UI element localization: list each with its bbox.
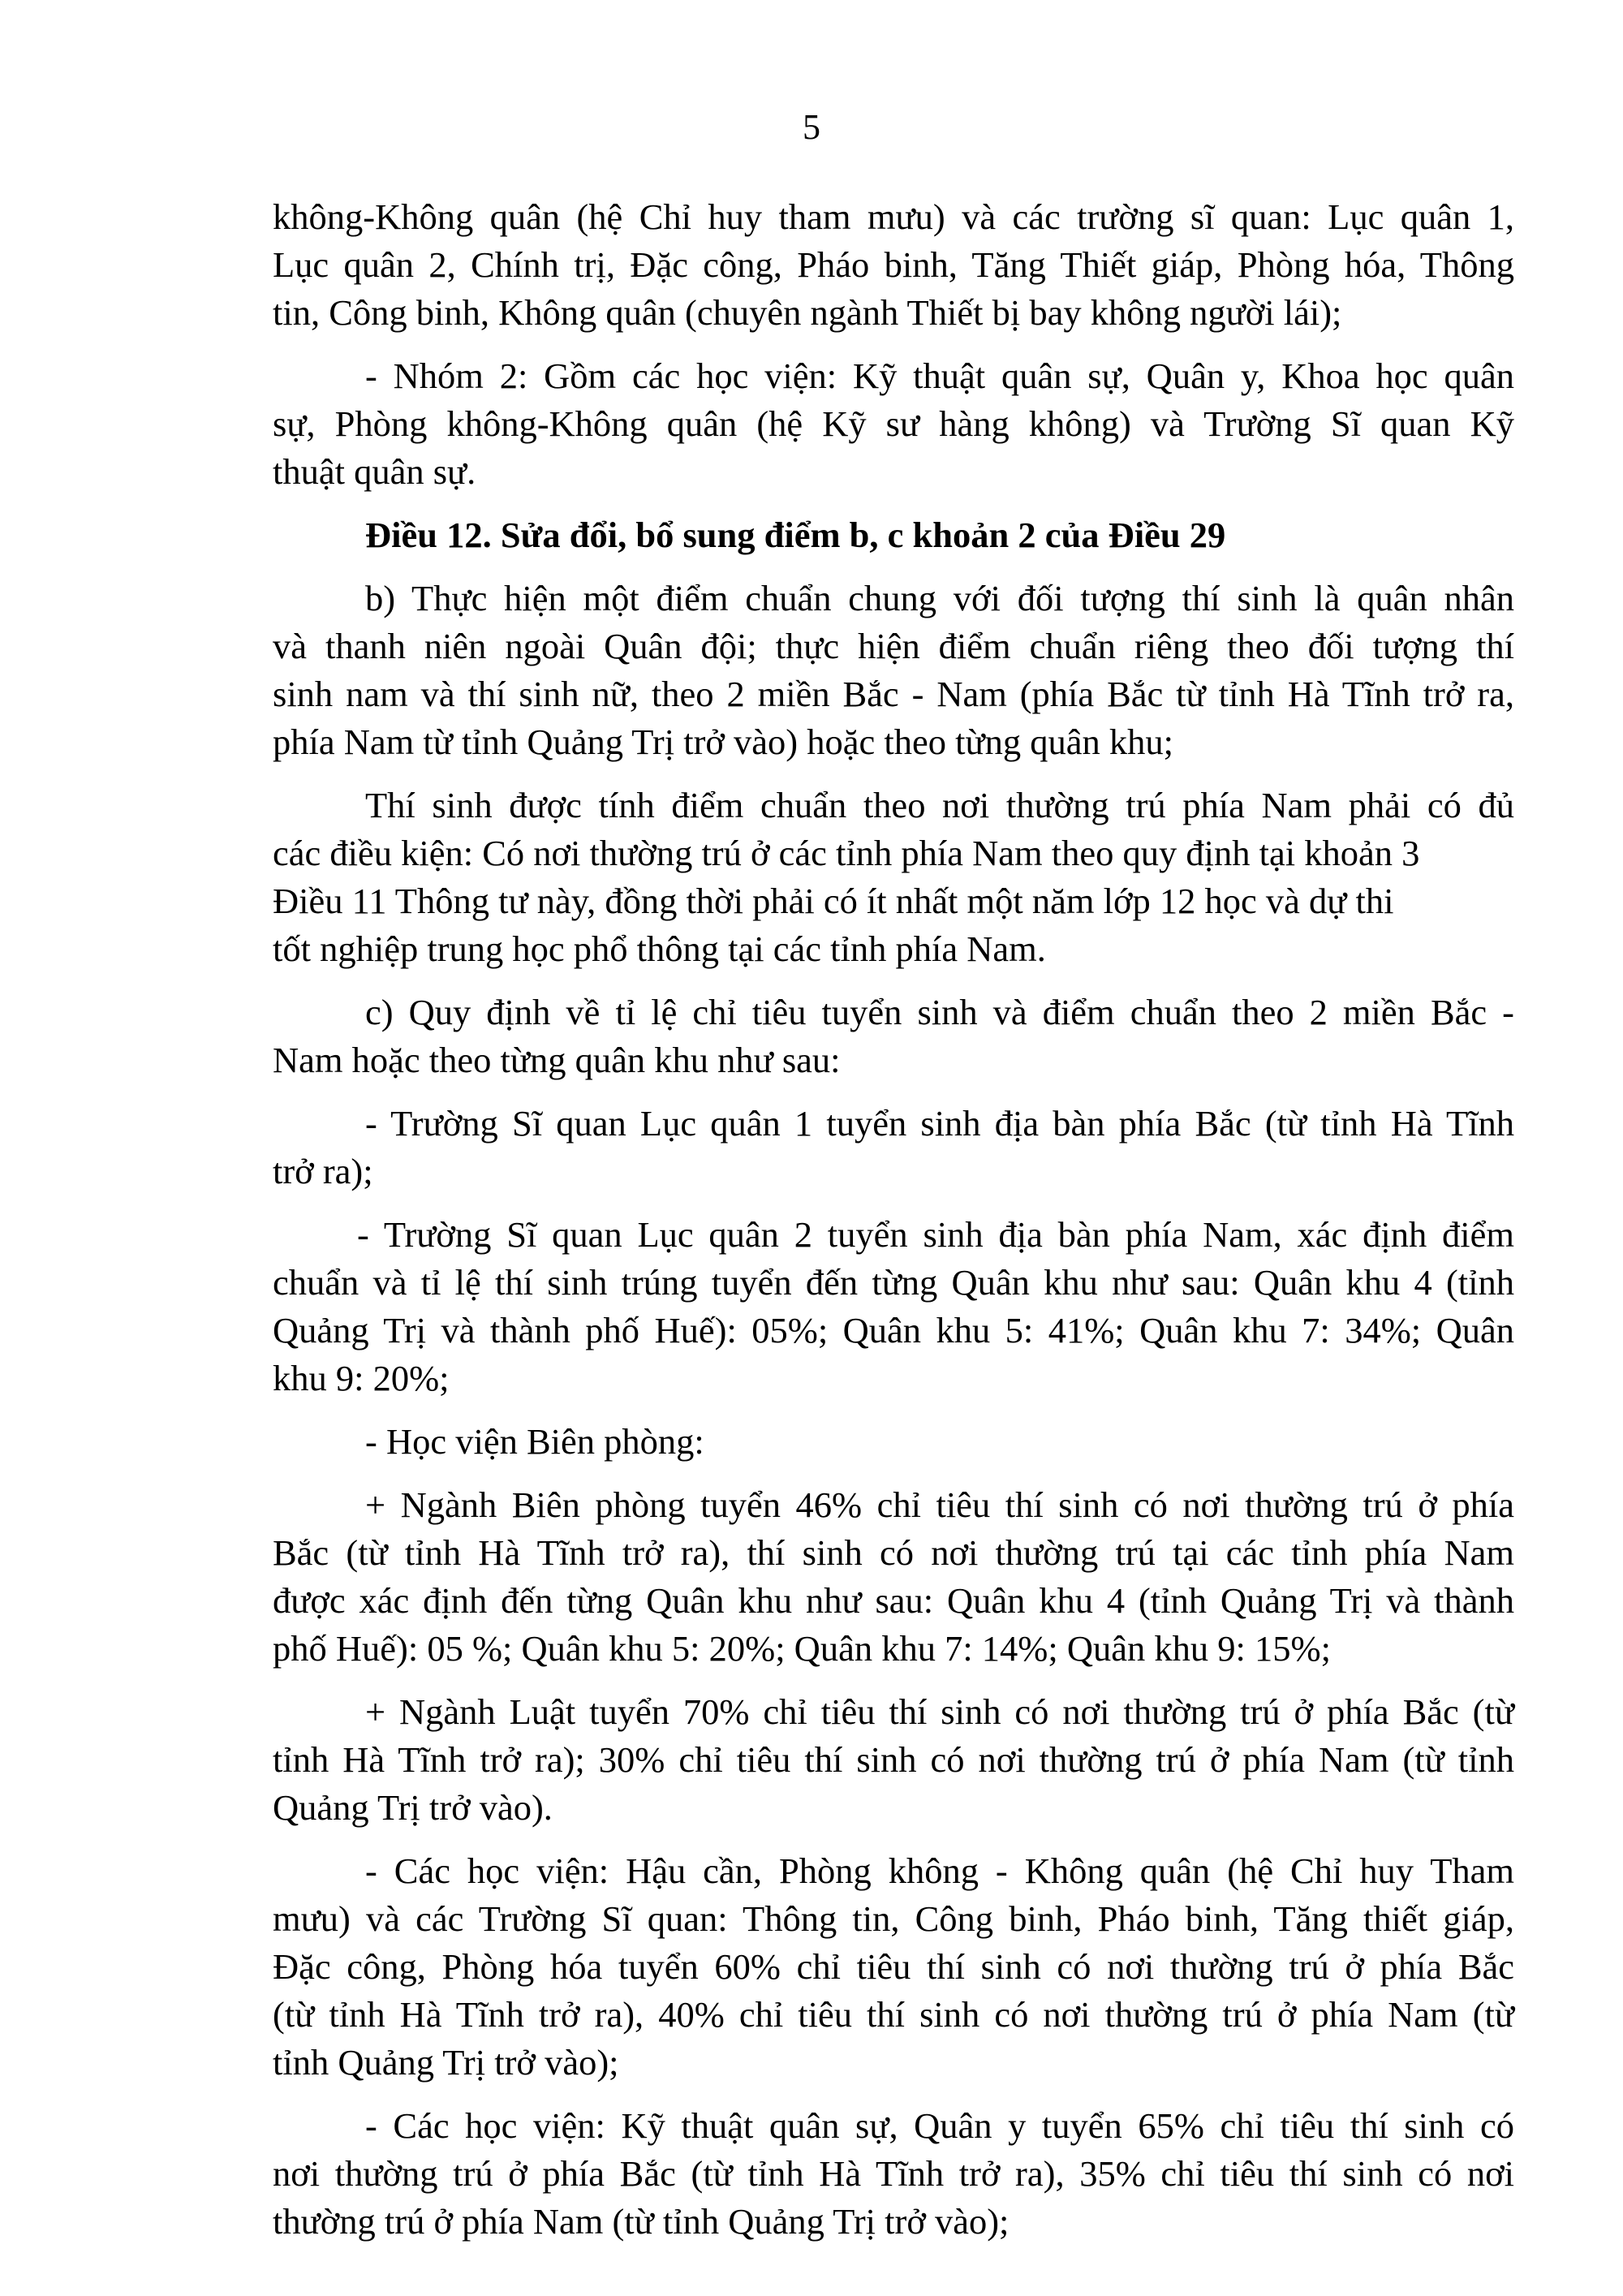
text-line: được xác định đến từng Quân khu như sau: Quân khu 4 (tỉnh Quảng Trị và thành (273, 1580, 1514, 1621)
text-line: tốt nghiệp trung học phổ thông tại các tỉnh phía Nam. (273, 928, 1046, 969)
text-line: tỉnh Hà Tĩnh trở ra); 30% chỉ tiêu thí sinh có nơi thường trú ở phía Nam (từ tỉnh (273, 1739, 1514, 1780)
text-line: Điều 11 Thông tư này, đồng thời phải có ít nhất một năm lớp 12 học và dự thi (273, 881, 1394, 921)
text-line: tin, Công binh, Không quân (chuyên ngành Thiết bị bay không người lái); (273, 292, 1342, 333)
text-line: tỉnh Quảng Trị trở vào); (273, 2042, 619, 2083)
text-line: Đặc công, Phòng hóa tuyển 60% chỉ tiêu thí sinh có nơi thường trú ở phía Bắc (273, 1946, 1514, 1987)
text-line: Quảng Trị và thành phố Huế): 05%; Quân khu 5: 41%; Quân khu 7: 34%; Quân (273, 1310, 1514, 1350)
text-line: Quảng Trị trở vào). (273, 1787, 553, 1828)
text-line: b) Thực hiện một điểm chuẩn chung với đối tượng thí sinh là quân nhân (365, 578, 1514, 618)
text-line: chuẩn và tỉ lệ thí sinh trúng tuyển đến từng Quân khu như sau: Quân khu 4 (tỉnh (273, 1262, 1514, 1303)
text-line: Nam hoặc theo từng quân khu như sau: (273, 1040, 841, 1080)
text-line: phố Huế): 05 %; Quân khu 5: 20%; Quân khu 7: 14%; Quân khu 9: 15%; (273, 1628, 1331, 1669)
text-line: thuật quân sự. (273, 451, 476, 492)
text-line: - Các học viện: Hậu cần, Phòng không - Không quân (hệ Chỉ huy Tham (365, 1850, 1514, 1891)
text-line: sự, Phòng không-Không quân (hệ Kỹ sư hàng không) và Trường Sĩ quan Kỹ (273, 403, 1514, 444)
text-line: - Học viện Biên phòng: (365, 1421, 704, 1462)
text-line: mưu) và các Trường Sĩ quan: Thông tin, Công binh, Pháo binh, Tăng thiết giáp, (273, 1898, 1514, 1939)
text-line: khu 9: 20%; (273, 1358, 450, 1398)
text-line: (từ tỉnh Hà Tĩnh trở ra), 40% chỉ tiêu thí sinh có nơi thường trú ở phía Nam (từ (273, 1994, 1514, 2035)
text-line: - Nhóm 2: Gồm các học viện: Kỹ thuật quân sự, Quân y, Khoa học quân (365, 355, 1514, 396)
text-line: + Ngành Luật tuyển 70% chỉ tiêu thí sinh có nơi thường trú ở phía Bắc (từ (365, 1691, 1514, 1732)
text-line: Thí sinh được tính điểm chuẩn theo nơi thường trú phía Nam phải có đủ (365, 785, 1514, 825)
text-line: Bắc (từ tỉnh Hà Tĩnh trở ra), thí sinh có nơi thường trú tại các tỉnh phía Nam (273, 1532, 1514, 1573)
text-line: sinh nam và thí sinh nữ, theo 2 miền Bắc - Nam (phía Bắc từ tỉnh Hà Tĩnh trở ra, (273, 674, 1514, 714)
text-line: trở ra); (273, 1151, 373, 1191)
article-heading: Điều 12. Sửa đổi, bổ sung điểm b, c khoản 2 của Điều 29 (365, 515, 1226, 555)
text-line: phía Nam từ tỉnh Quảng Trị trở vào) hoặc theo từng quân khu; (273, 722, 1173, 762)
text-line: + Ngành Biên phòng tuyển 46% chỉ tiêu thí sinh có nơi thường trú ở phía (365, 1484, 1514, 1525)
text-line: và thanh niên ngoài Quân đội; thực hiện điểm chuẩn riêng theo đối tượng thí (273, 626, 1514, 666)
text-line: nơi thường trú ở phía Bắc (từ tỉnh Hà Tĩnh trở ra), 35% chỉ tiêu thí sinh có nơi (273, 2153, 1514, 2194)
text-line: thường trú ở phía Nam (từ tỉnh Quảng Trị trở vào); (273, 2201, 1010, 2242)
page-number: 5 (803, 107, 820, 147)
text-line: c) Quy định về tỉ lệ chỉ tiêu tuyển sinh và điểm chuẩn theo 2 miền Bắc - (365, 992, 1514, 1032)
text-line: - Trường Sĩ quan Lục quân 2 tuyển sinh địa bàn phía Nam, xác định điểm (357, 1214, 1514, 1255)
text-line: - Các học viện: Kỹ thuật quân sự, Quân y tuyển 65% chỉ tiêu thí sinh có (365, 2105, 1514, 2146)
text-line: không-Không quân (hệ Chỉ huy tham mưu) và các trường sĩ quan: Lục quân 1, (273, 196, 1514, 237)
text-line: các điều kiện: Có nơi thường trú ở các tỉnh phía Nam theo quy định tại khoản 3 (273, 833, 1420, 873)
text-line: Lục quân 2, Chính trị, Đặc công, Pháo binh, Tăng Thiết giáp, Phòng hóa, Thông (273, 244, 1514, 285)
text-line: - Trường Sĩ quan Lục quân 1 tuyển sinh địa bàn phía Bắc (từ tỉnh Hà Tĩnh (365, 1103, 1514, 1144)
